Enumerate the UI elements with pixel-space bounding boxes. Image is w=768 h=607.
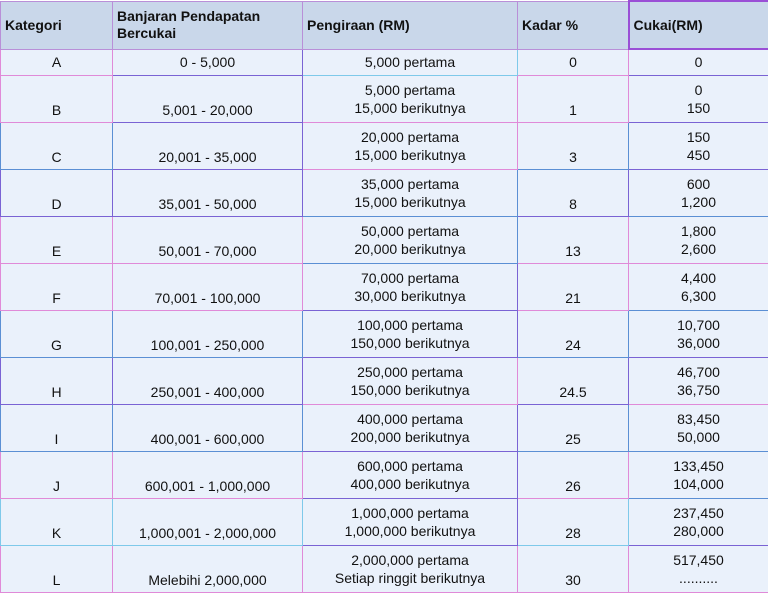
cell-kategori: E <box>1 216 113 263</box>
cell-kategori: B <box>1 75 113 122</box>
cell-pengiraan: 70,000 pertama 30,000 berikutnya <box>303 263 518 310</box>
cell-kadar: 1 <box>518 75 629 122</box>
cell-banjaran: 20,001 - 35,000 <box>113 122 303 169</box>
table-row <box>1 310 768 357</box>
cell-pengiraan: 250,000 pertama 150,000 berikutnya <box>303 357 518 404</box>
cell-banjaran: 5,001 - 20,000 <box>113 75 303 122</box>
cell-cukai: 517,450 .......... <box>629 545 768 592</box>
cell-pengiraan: 20,000 pertama 15,000 berikutnya <box>303 122 518 169</box>
cell-kadar: 26 <box>518 451 629 498</box>
table-row <box>1 75 768 122</box>
cell-cukai: 150 450 <box>629 122 768 169</box>
table-row <box>1 122 768 169</box>
cell-kategori: D <box>1 169 113 216</box>
cell-kadar: 25 <box>518 404 629 451</box>
cell-banjaran: 250,001 - 400,000 <box>113 357 303 404</box>
cell-cukai: 0 <box>629 49 768 75</box>
table-row <box>1 404 768 451</box>
cell-kategori: K <box>1 498 113 545</box>
header-cukai: Cukai(RM) <box>629 1 768 49</box>
cell-banjaran: 1,000,001 - 2,000,000 <box>113 498 303 545</box>
cell-banjaran: Melebihi 2,000,000 <box>113 545 303 592</box>
cell-banjaran: 600,001 - 1,000,000 <box>113 451 303 498</box>
cell-kadar: 8 <box>518 169 629 216</box>
header-kategori: Kategori <box>1 1 113 49</box>
cell-cukai: 1,800 2,600 <box>629 216 768 263</box>
cell-cukai: 4,400 6,300 <box>629 263 768 310</box>
cell-cukai: 0 150 <box>629 75 768 122</box>
cell-banjaran: 70,001 - 100,000 <box>113 263 303 310</box>
table-row <box>1 357 768 404</box>
table-row <box>1 498 768 545</box>
cell-kategori: I <box>1 404 113 451</box>
cell-pengiraan: 5,000 pertama <box>303 49 518 75</box>
header-pengiraan: Pengiraan (RM) <box>303 1 518 49</box>
cell-pengiraan: 400,000 pertama 200,000 berikutnya <box>303 404 518 451</box>
cell-banjaran: 35,001 - 50,000 <box>113 169 303 216</box>
cell-kategori: H <box>1 357 113 404</box>
table-body <box>1 49 768 592</box>
header-row <box>1 1 768 49</box>
cell-cukai: 237,450 280,000 <box>629 498 768 545</box>
cell-pengiraan: 5,000 pertama 15,000 berikutnya <box>303 75 518 122</box>
cell-banjaran: 100,001 - 250,000 <box>113 310 303 357</box>
cell-pengiraan: 2,000,000 pertama Setiap ringgit berikutnya <box>303 545 518 592</box>
cell-kadar: 28 <box>518 498 629 545</box>
table-row <box>1 545 768 592</box>
table-row <box>1 216 768 263</box>
cell-kadar: 24 <box>518 310 629 357</box>
cell-cukai: 133,450 104,000 <box>629 451 768 498</box>
header-banjaran: Banjaran Pendapatan Bercukai <box>113 1 303 49</box>
cell-kadar: 0 <box>518 49 629 75</box>
cell-pengiraan: 600,000 pertama 400,000 berikutnya <box>303 451 518 498</box>
cell-banjaran: 50,001 - 70,000 <box>113 216 303 263</box>
cell-kategori: J <box>1 451 113 498</box>
cell-kadar: 13 <box>518 216 629 263</box>
cell-kategori: C <box>1 122 113 169</box>
cell-pengiraan: 50,000 pertama 20,000 berikutnya <box>303 216 518 263</box>
cell-kategori: F <box>1 263 113 310</box>
cell-kadar: 3 <box>518 122 629 169</box>
cell-kadar: 30 <box>518 545 629 592</box>
cell-cukai: 83,450 50,000 <box>629 404 768 451</box>
cell-banjaran: 0 - 5,000 <box>113 49 303 75</box>
cell-kategori: L <box>1 545 113 592</box>
cell-kadar: 24.5 <box>518 357 629 404</box>
cell-cukai: 10,700 36,000 <box>629 310 768 357</box>
table-row <box>1 451 768 498</box>
cell-pengiraan: 35,000 pertama 15,000 berikutnya <box>303 169 518 216</box>
table-row <box>1 263 768 310</box>
cell-kadar: 21 <box>518 263 629 310</box>
cell-kategori: A <box>1 49 113 75</box>
header-kadar: Kadar % <box>518 1 629 49</box>
cell-kategori: G <box>1 310 113 357</box>
table-row <box>1 49 768 75</box>
cell-cukai: 46,700 36,750 <box>629 357 768 404</box>
cell-cukai: 600 1,200 <box>629 169 768 216</box>
cell-pengiraan: 1,000,000 pertama 1,000,000 berikutnya <box>303 498 518 545</box>
cell-banjaran: 400,001 - 600,000 <box>113 404 303 451</box>
table-row <box>1 169 768 216</box>
cell-pengiraan: 100,000 pertama 150,000 berikutnya <box>303 310 518 357</box>
